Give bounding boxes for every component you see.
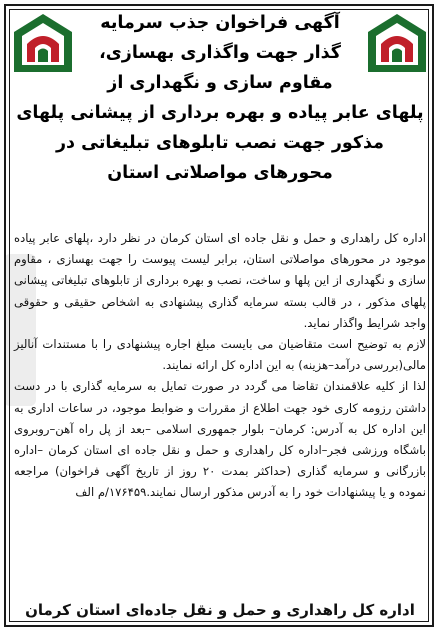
heading-line: محورهای مواصلاتی استان bbox=[107, 163, 333, 183]
heading-line: گذار جهت واگذاری بهسازی، bbox=[99, 43, 341, 63]
heading-line: مقاوم سازی و نگهداری از bbox=[107, 73, 333, 93]
body-paragraph: لازم به توضیح است متقاضیان می بایست مبلغ اجاره پیشنهادی را با مستندات آنالیز مالی(بررسی درآمد–هزینه) به این اداره کل ارائه نمایند. bbox=[14, 337, 426, 373]
heading-line: مذکور جهت نصب تابلوهای تبلیغاتی در bbox=[55, 133, 384, 153]
advertisement-body bbox=[14, 228, 426, 504]
body-paragraph: لذا از کلیه علاقمندان تقاضا می گردد در صورت تمایل به سرمایه گذاری با در دست داشتن رزومه کاری خود جهت اطلاع از مقررات و ضوابط موجود، در ساعات اداری به این اداره کل به آدرس: کرمان– بلوار جمهوری اسلامی –بعد از پل راه آهن–روبروی باشگاه ورزشی فجر–اداره کل راهداری و حمل و نقل جاده ای استان کرمان –اداره بازرگانی و سرمایه گذاری (حداکثر بمدت ۲۰ روز از تاریخ آگهی فراخوان) مراجعه نموده و یا پیشنهادات خود را به آدرس مذکور ارسال نمایند.۱۷۶۴۵۹/م الف bbox=[14, 379, 426, 500]
issuer-signature: اداره کل راهداری و حمل و نقل جاده‌ای استان کرمان bbox=[25, 601, 415, 619]
heading-line: آگهی فراخوان جذب سرمایه bbox=[100, 13, 340, 33]
heading-line: پلهای عابر پیاده و بهره برداری از پیشانی پلهای bbox=[16, 103, 424, 123]
body-paragraph: اداره کل راهداری و حمل و نقل جاده ای استان کرمان در نظر دارد ،پلهای عابر پیاده موجود در محورهای مواصلاتی استان، برابر لیست پیوست را جهت بهسازی ، مقاوم سازی و نگهداری از این پلها و ساخت، نصب و بهره برداری از تابلوهای تبلیغاتی پیشانی پلهای مذکور ، در قالب بسته سرمایه گذاری پیشنهادی به اشخاص حقیقی و حقوقی واجد شرایط واگذار نماید. bbox=[14, 231, 426, 330]
advertisement-heading bbox=[8, 8, 432, 188]
